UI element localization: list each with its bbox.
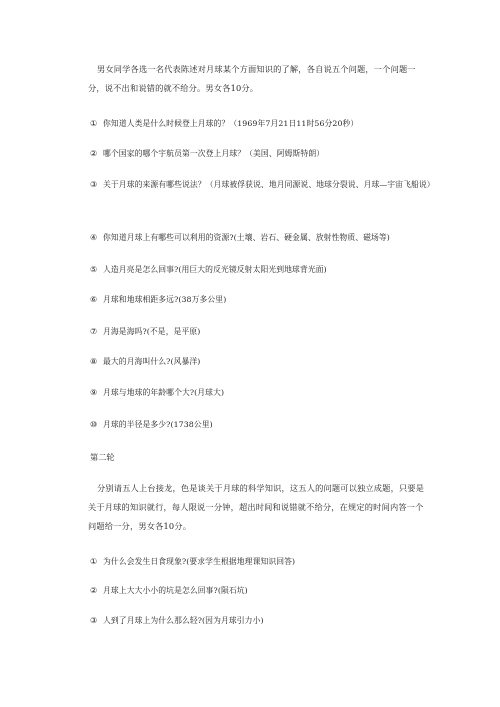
question-text: 最大的月海叫什么?(风暴洋): [103, 357, 201, 366]
question-text: 为什么会发生日食现象?(要求学生根据地理课知识回答): [103, 557, 296, 566]
round1-question-1: [90, 118, 450, 130]
round1-question-6: [90, 294, 450, 306]
question-text: 月球上大大小小的坑是怎么回事?(陨石坑): [103, 586, 248, 595]
question-text: 关于月球的来源有哪些说法？（月球被俘获说、地月同源说、地球分裂说、月球—宇宙飞船说）: [103, 180, 435, 189]
question-number: ③: [90, 180, 98, 189]
round2-intro: 分别请五人上台接龙，色是谈关于月球的科学知识，这五人的问题可以独立成题，只要是关于月球的知识就行，每人限说一分钟，超出时间和说错就不给分，在规定的时间内答一个问题给一分，男女各10分。: [88, 483, 425, 531]
question-number: ④: [90, 233, 98, 242]
round2-question-2: [90, 585, 450, 597]
question-text: 人造月亮是怎么回事?(用巨大的反光镜反射太阳光到地球背光面): [103, 265, 327, 274]
question-number: ⑩: [90, 420, 98, 429]
question-number: ①: [90, 557, 98, 566]
question-number: ②: [90, 586, 98, 595]
question-number: ⑥: [90, 295, 98, 304]
question-text: 人到了月球上为什么那么轻?(因为月球引力小): [103, 616, 264, 625]
round1-question-7: [90, 326, 450, 338]
round1-intro: 男女同学各选一名代表陈述对月球某个方面知识的了解，各自说五个问题，一个问题一分，说不出和说错的就不给分。男女各10分。: [88, 64, 416, 93]
question-number: ②: [90, 149, 98, 158]
round1-question-9: [90, 387, 450, 399]
question-text: 月球与地球的年龄哪个大?(月球大): [103, 388, 225, 397]
question-number: ⑤: [90, 265, 98, 274]
round1-question-10: [90, 419, 450, 431]
round1-question-5: [90, 264, 450, 276]
question-number: ①: [90, 119, 98, 128]
round1-question-4: [90, 232, 450, 244]
round2-question-1: [90, 556, 450, 568]
question-number: ⑧: [90, 357, 98, 366]
question-number: ⑦: [90, 327, 98, 336]
question-number: ③: [90, 616, 98, 625]
question-text: 你知道月球上有哪些可以利用的资源?(土壤、岩石、硬金属、放射性物质、磁场等): [103, 233, 390, 242]
question-text: 哪个国家的哪个宇航员第一次登上月球？（美国、阿姆斯特朗）: [103, 149, 325, 158]
question-text: 月球和地球相距多远?(38万多公里): [103, 295, 227, 304]
round2-question-3: [90, 615, 450, 627]
round1-question-2: [90, 148, 450, 160]
question-number: ⑨: [90, 388, 98, 397]
round2-heading: 第二轮: [90, 452, 115, 462]
round1-question-3: [90, 179, 450, 191]
question-text: 月海是海吗?(不是，是平原): [103, 327, 201, 336]
question-text: 你知道人类是什么时候登上月球的？（1969年7月21日11时56分20秒）: [103, 119, 359, 128]
question-text: 月球的半径是多少?(1738公里): [103, 420, 213, 429]
round1-question-8: [90, 356, 450, 368]
